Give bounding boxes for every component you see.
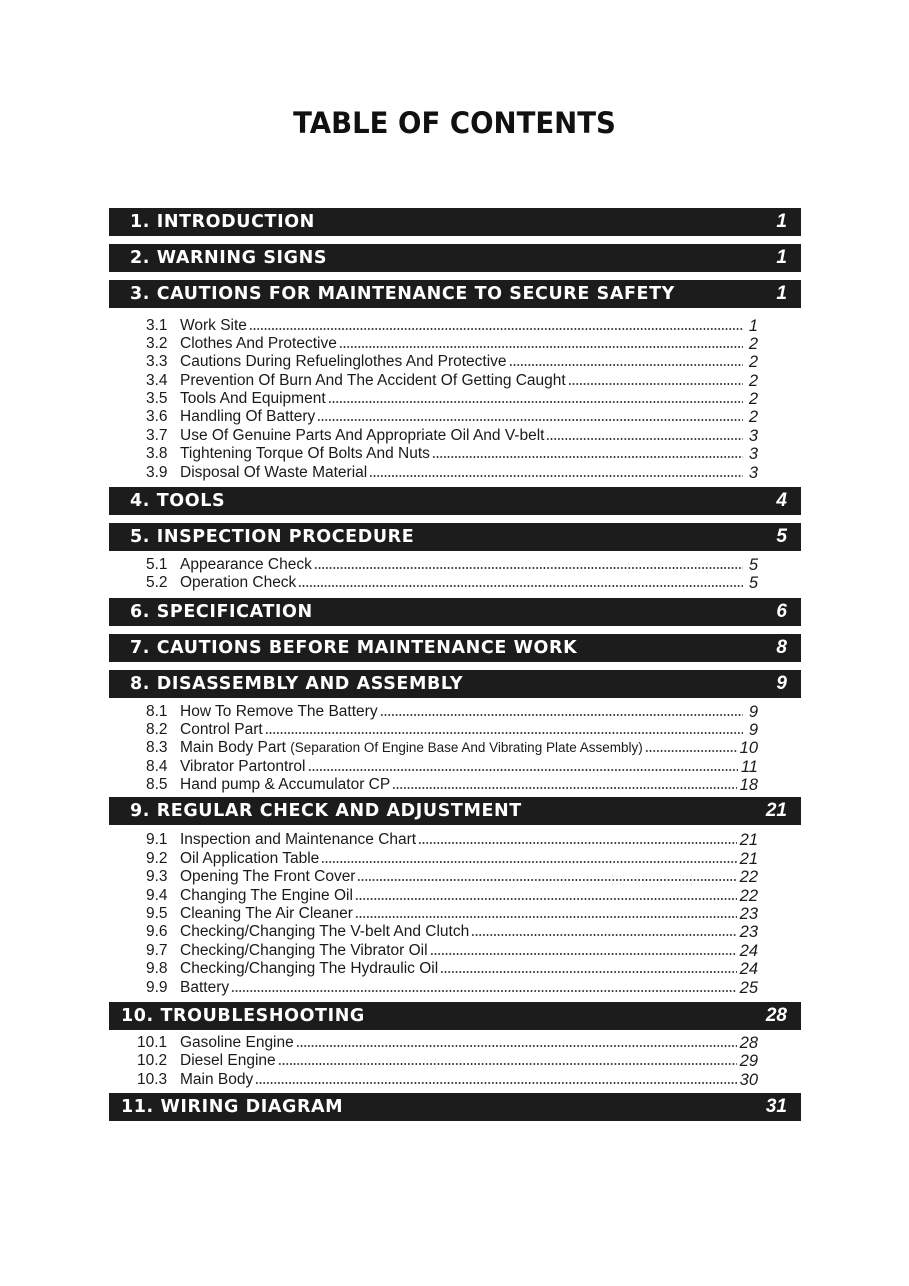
section-page: 4 <box>776 490 787 511</box>
toc-section-2[interactable] <box>109 244 801 272</box>
item-page: 3 <box>748 464 758 482</box>
item-label: Hand pump & Accumulator CP <box>180 776 391 793</box>
section-page: 5 <box>776 526 787 547</box>
item-number: 3.2 <box>146 335 168 352</box>
toc-item[interactable] <box>146 372 758 390</box>
item-page: 3 <box>748 427 758 445</box>
item-page: 23 <box>739 923 758 941</box>
item-label: Inspection and Maintenance Chart <box>180 831 417 848</box>
dot-leader <box>314 565 743 571</box>
dot-leader <box>546 436 743 442</box>
toc-item[interactable] <box>146 353 758 371</box>
item-page: 18 <box>739 776 758 794</box>
dot-leader <box>471 932 736 938</box>
dot-leader <box>509 362 743 368</box>
section-title: 2. WARNING SIGNS <box>130 248 328 268</box>
toc-item[interactable] <box>146 408 758 426</box>
item-number: 3.3 <box>146 353 168 370</box>
dot-leader <box>392 785 736 791</box>
item-number: 3.9 <box>146 464 168 481</box>
toc-section-11[interactable] <box>109 1093 801 1121</box>
item-number: 8.5 <box>146 776 168 793</box>
section-title: 7. CAUTIONS BEFORE MAINTENANCE WORK <box>130 638 578 658</box>
dot-leader <box>255 1080 736 1086</box>
dot-leader <box>645 748 737 754</box>
section-title: 8. DISASSEMBLY AND ASSEMBLY <box>130 674 464 694</box>
item-number: 9.9 <box>146 979 168 996</box>
item-label: Tightening Torque Of Bolts And Nuts <box>180 445 430 462</box>
item-label: Operation Check <box>180 574 297 591</box>
item-page: 3 <box>748 445 758 463</box>
toc-item[interactable] <box>146 317 758 335</box>
item-label: Cautions During Refuelinglothes And Protective <box>180 353 507 370</box>
item-page: 9 <box>748 703 758 721</box>
item-label: Oil Application Table <box>180 850 320 867</box>
dot-leader <box>430 951 737 957</box>
item-label: Handling Of Battery <box>180 408 316 425</box>
section-title: 4. TOOLS <box>130 491 226 511</box>
toc-item[interactable] <box>146 445 758 463</box>
item-page: 21 <box>739 831 758 849</box>
section-title: 11. WIRING DIAGRAM <box>121 1097 344 1117</box>
item-label: Gasoline Engine <box>180 1034 294 1051</box>
toc-item[interactable] <box>137 1052 758 1070</box>
item-number: 9.7 <box>146 942 168 959</box>
item-page: 22 <box>739 887 758 905</box>
dot-leader <box>355 914 737 920</box>
toc-section-10[interactable] <box>109 1002 801 1030</box>
dot-leader <box>231 988 737 994</box>
item-label-main: Main Body Part <box>180 739 286 756</box>
item-page: 23 <box>739 905 758 923</box>
item-number: 5.1 <box>146 556 168 573</box>
item-number: 9.4 <box>146 887 168 904</box>
item-number: 8.2 <box>146 721 168 738</box>
toc-item[interactable] <box>146 574 758 592</box>
item-page: 21 <box>739 850 758 868</box>
item-label: Changing The Engine Oil <box>180 887 353 904</box>
item-label: Clothes And Protective <box>180 335 337 352</box>
dot-leader <box>440 969 736 975</box>
dot-leader <box>355 896 737 902</box>
item-page: 2 <box>748 390 758 408</box>
item-page: 24 <box>739 960 758 978</box>
item-label: Control Part <box>180 721 263 738</box>
item-page: 11 <box>740 758 758 776</box>
toc-section-1[interactable] <box>109 208 801 236</box>
dot-leader <box>296 1043 737 1049</box>
item-page: 10 <box>739 739 758 757</box>
item-label: Appearance Check <box>180 556 312 573</box>
item-label: Prevention Of Burn And The Accident Of Getting Caught <box>180 372 566 389</box>
section-page: 31 <box>765 1096 787 1117</box>
section-page: 1 <box>776 247 787 268</box>
dot-leader <box>298 583 743 589</box>
section-page: 21 <box>765 800 787 821</box>
item-number: 9.5 <box>146 905 168 922</box>
section-title: 9. REGULAR CHECK AND ADJUSTMENT <box>130 801 522 821</box>
item-label: Opening The Front Cover <box>180 868 356 885</box>
toc-item[interactable] <box>137 1071 758 1089</box>
toc-item[interactable] <box>146 390 758 408</box>
item-number: 3.5 <box>146 390 168 407</box>
item-number: 9.1 <box>146 831 168 848</box>
dot-leader <box>278 1061 737 1067</box>
item-number: 5.2 <box>146 574 168 591</box>
section-title: 3. CAUTIONS FOR MAINTENANCE TO SECURE SAFETY <box>130 284 675 304</box>
item-label: Disposal Of Waste Material <box>180 464 368 481</box>
item-page: 2 <box>748 408 758 426</box>
item-number: 8.4 <box>146 758 168 775</box>
item-label: Diesel Engine <box>180 1052 276 1069</box>
dot-leader <box>357 877 736 883</box>
item-number: 3.8 <box>146 445 168 462</box>
dot-leader <box>418 840 737 846</box>
section-page: 28 <box>765 1005 787 1026</box>
toc-item[interactable] <box>146 427 758 445</box>
item-page: 5 <box>748 574 758 592</box>
item-number: 3.6 <box>146 408 168 425</box>
toc-item[interactable] <box>146 887 758 905</box>
toc-item[interactable] <box>146 905 758 923</box>
dot-leader <box>432 454 743 460</box>
item-number: 10.1 <box>137 1034 168 1051</box>
item-label: Checking/Changing The Vibrator Oil <box>180 942 428 959</box>
item-page: 2 <box>748 335 758 353</box>
section-title: 5. INSPECTION PROCEDURE <box>130 527 415 547</box>
section-page: 1 <box>776 283 787 304</box>
item-number: 3.7 <box>146 427 168 444</box>
item-label: Checking/Changing The Hydraulic Oil <box>180 960 439 977</box>
dot-leader <box>265 730 743 736</box>
toc-item[interactable] <box>146 335 758 353</box>
section-title: 6. SPECIFICATION <box>130 602 313 622</box>
item-label: Tools And Equipment <box>180 390 326 407</box>
toc-item[interactable] <box>146 960 758 978</box>
toc-item[interactable] <box>146 868 758 886</box>
toc-item[interactable] <box>146 776 758 794</box>
item-label: Battery <box>180 979 230 996</box>
toc-item[interactable] <box>146 831 758 849</box>
dot-leader <box>339 344 743 350</box>
toc-item[interactable] <box>146 758 758 776</box>
toc-item[interactable] <box>146 464 758 482</box>
section-page: 6 <box>776 601 787 622</box>
toc-section-6[interactable] <box>109 598 801 626</box>
dot-leader <box>380 712 743 718</box>
item-label: Cleaning The Air Cleaner <box>180 905 353 922</box>
item-page: 1 <box>748 317 758 335</box>
item-number: 10.3 <box>137 1071 168 1088</box>
item-page: 9 <box>748 721 758 739</box>
dot-leader <box>568 381 743 387</box>
item-number: 9.8 <box>146 960 168 977</box>
section-page: 1 <box>776 211 787 232</box>
dot-leader <box>321 859 736 865</box>
item-page: 5 <box>748 556 758 574</box>
item-number: 9.2 <box>146 850 168 867</box>
item-label <box>180 739 643 757</box>
item-number: 9.3 <box>146 868 168 885</box>
item-number: 8.3 <box>146 739 168 756</box>
toc-section-8[interactable] <box>109 670 801 698</box>
item-page: 22 <box>739 868 758 886</box>
section-page: 8 <box>776 637 787 658</box>
dot-leader <box>328 399 743 405</box>
section-title: 1. INTRODUCTION <box>130 212 315 232</box>
toc-section-3[interactable] <box>109 280 801 308</box>
item-number: 10.2 <box>137 1052 168 1069</box>
item-page: 29 <box>739 1052 758 1070</box>
item-label: Use Of Genuine Parts And Appropriate Oil And V-belt <box>180 427 545 444</box>
item-label: Main Body <box>180 1071 254 1088</box>
toc-item[interactable] <box>146 979 758 997</box>
item-page: 28 <box>739 1034 758 1052</box>
toc-section-5[interactable] <box>109 523 801 551</box>
toc-item[interactable] <box>137 1034 758 1052</box>
dot-leader <box>308 767 738 773</box>
item-label: Work Site <box>180 317 247 334</box>
toc-item[interactable] <box>146 721 758 739</box>
item-page: 2 <box>748 372 758 390</box>
toc-section-4[interactable] <box>109 487 801 515</box>
item-number: 9.6 <box>146 923 168 940</box>
item-page: 30 <box>739 1071 758 1089</box>
dot-leader <box>369 473 743 479</box>
item-label: Checking/Changing The V-belt And Clutch <box>180 923 470 940</box>
toc-section-7[interactable] <box>109 634 801 662</box>
item-number: 8.1 <box>146 703 168 720</box>
section-title: 10. TROUBLESHOOTING <box>121 1006 365 1026</box>
dot-leader <box>317 417 743 423</box>
item-label-note: (Separation Of Engine Base And Vibrating Plate Assembly) <box>290 740 643 755</box>
item-page: 24 <box>739 942 758 960</box>
dot-leader <box>249 326 743 332</box>
toc-item[interactable] <box>146 850 758 868</box>
item-label: Vibrator Partontrol <box>180 758 306 775</box>
toc-section-9[interactable] <box>109 797 801 825</box>
toc-item[interactable] <box>146 556 758 574</box>
toc-item[interactable] <box>146 923 758 941</box>
toc-item[interactable] <box>146 942 758 960</box>
item-page: 2 <box>748 353 758 371</box>
item-number: 3.1 <box>146 317 168 334</box>
section-page: 9 <box>776 673 787 694</box>
page-title: TABLE OF CONTENTS <box>293 106 616 140</box>
item-number: 3.4 <box>146 372 168 389</box>
toc-item[interactable] <box>146 703 758 721</box>
item-page: 25 <box>739 979 758 997</box>
toc-item[interactable] <box>146 739 758 757</box>
item-label: How To Remove The Battery <box>180 703 378 720</box>
